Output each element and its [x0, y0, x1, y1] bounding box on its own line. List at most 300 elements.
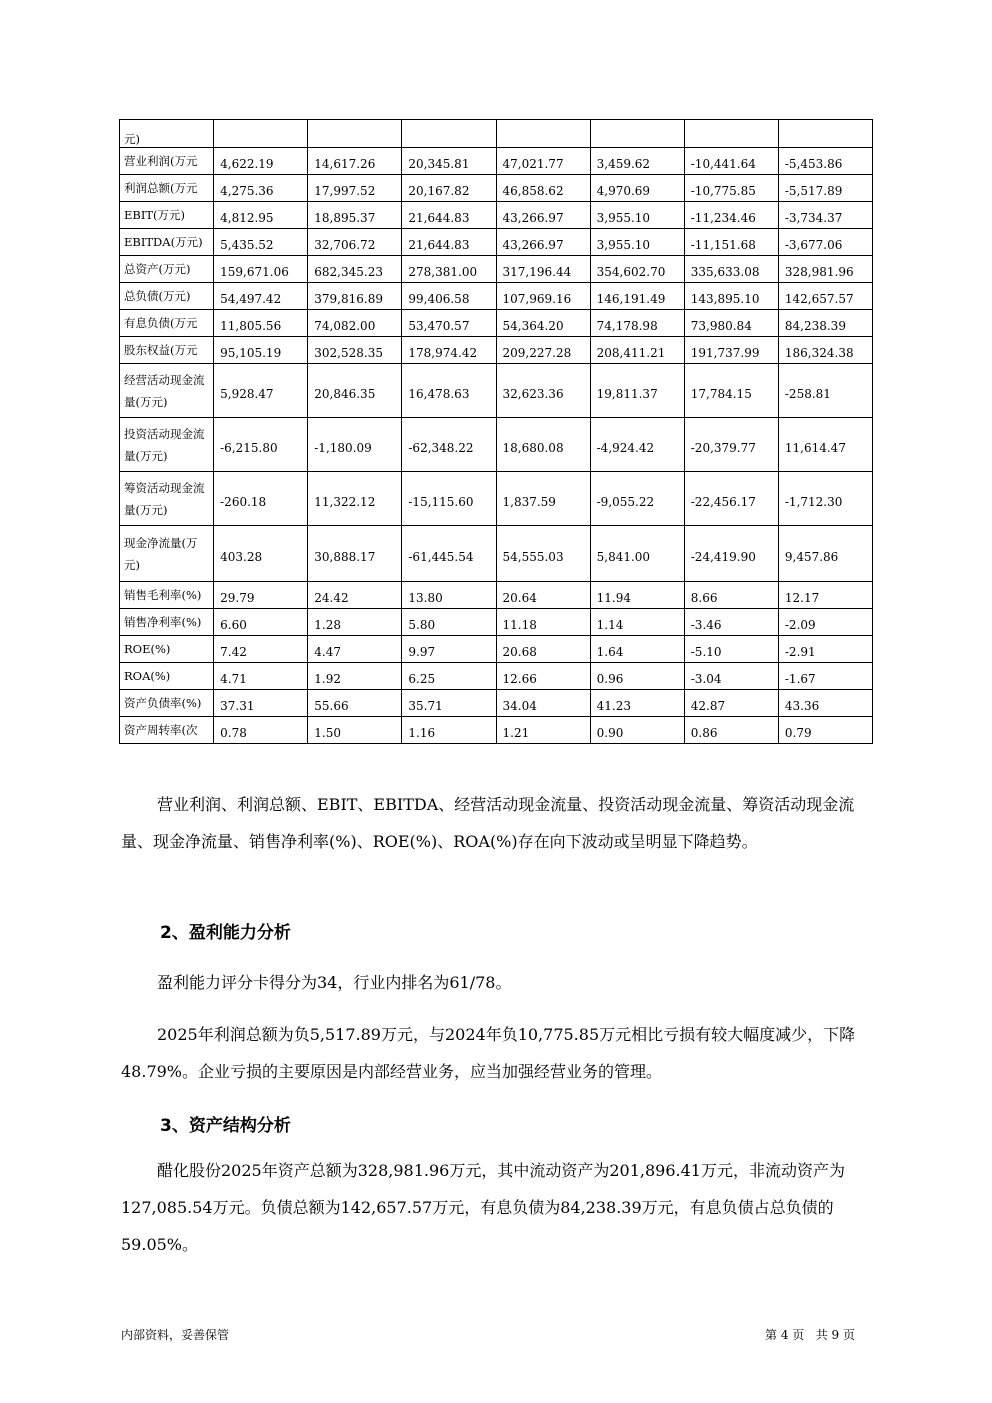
cell-value: 278,381.00 — [408, 265, 478, 279]
row-label: 有息负债(万元 — [120, 310, 214, 337]
table-cell — [590, 310, 684, 337]
table-cell — [308, 690, 402, 717]
cell-value: 11,322.12 — [314, 494, 376, 509]
cell-value: 7.42 — [220, 645, 247, 659]
row-label: EBIT(万元) — [120, 202, 214, 229]
cell-value: 4,622.19 — [220, 157, 274, 171]
table-cell — [402, 337, 496, 364]
table-cell — [402, 283, 496, 310]
cell-value: -9,055.22 — [596, 494, 655, 509]
cell-value: 43,266.97 — [502, 238, 564, 252]
cell-value: 32,706.72 — [314, 238, 376, 252]
table-cell — [496, 310, 590, 337]
table-cell — [496, 717, 590, 744]
row-label: 元) — [120, 120, 214, 148]
table-cell — [308, 418, 402, 472]
table-cell — [590, 202, 684, 229]
cell-value: 37.31 — [220, 699, 255, 713]
cell-value: -3.04 — [690, 672, 722, 686]
table-cell — [778, 526, 872, 582]
table-cell — [214, 256, 308, 283]
table-cell — [778, 256, 872, 283]
table-cell — [778, 310, 872, 337]
footer-page-number: 第 4 页 共 9 页 — [765, 1328, 855, 1342]
table-cell — [402, 636, 496, 663]
table-cell — [590, 364, 684, 418]
cell-value: 1.16 — [408, 726, 436, 740]
table-cell — [684, 472, 778, 526]
cell-value: 317,196.44 — [502, 265, 572, 279]
table-cell — [684, 636, 778, 663]
row-label: ROA(%) — [120, 663, 214, 690]
cell-value: 74,178.98 — [596, 319, 658, 333]
table-cell — [214, 418, 308, 472]
row-label: 销售净利率(%) — [120, 609, 214, 636]
table-cell — [496, 283, 590, 310]
cell-value: -3.46 — [690, 618, 722, 632]
cell-value: 5.80 — [408, 618, 436, 632]
cell-value: 11.18 — [502, 618, 537, 632]
table-cell — [590, 120, 684, 148]
table-cell — [496, 229, 590, 256]
cell-value: 208,411.21 — [596, 346, 666, 360]
cell-value: 20,846.35 — [314, 386, 376, 401]
row-label: 资产周转率(次 — [120, 717, 214, 744]
cell-value: 95,105.19 — [220, 346, 282, 360]
table-cell — [778, 717, 872, 744]
footer-confidential-note: 内部资料，妥善保管 — [121, 1328, 230, 1342]
cell-value: -2.09 — [784, 618, 816, 632]
table-cell — [496, 690, 590, 717]
cell-value: -3,734.37 — [784, 211, 843, 225]
table-cell — [590, 175, 684, 202]
cell-value: 18,895.37 — [314, 211, 376, 225]
table-cell — [402, 148, 496, 175]
table-cell — [402, 256, 496, 283]
table-cell — [214, 283, 308, 310]
table-cell — [590, 663, 684, 690]
table-cell — [214, 175, 308, 202]
table-row — [120, 202, 873, 229]
cell-value: 5,928.47 — [220, 386, 274, 401]
table-row — [120, 472, 873, 526]
cell-value: 3,459.62 — [596, 157, 651, 171]
table-cell — [496, 418, 590, 472]
table-cell — [308, 256, 402, 283]
cell-value: 1.14 — [596, 618, 624, 632]
profit-analysis-paragraph: 2025年利润总额为负5,517.89万元，与2024年负10,775.85万元相比亏损有较大幅度减少，下降48.79%。企业亏损的主要原因是内部经营业务，应当加强经营业务的管理。 — [121, 1025, 856, 1081]
cell-value: 5,435.52 — [220, 238, 274, 252]
table-cell — [590, 717, 684, 744]
table-cell — [778, 229, 872, 256]
cell-value: 4.47 — [314, 645, 341, 659]
table-row — [120, 717, 873, 744]
section-heading-profitability: 2、盈利能力分析 — [160, 923, 291, 943]
table-cell — [590, 229, 684, 256]
table-cell — [496, 120, 590, 148]
cell-value: 8.66 — [690, 591, 718, 605]
table-cell — [684, 120, 778, 148]
table-row — [120, 418, 873, 472]
cell-value: -1,180.09 — [314, 440, 372, 455]
table-cell — [308, 582, 402, 609]
table-cell — [684, 690, 778, 717]
cell-value: -5,517.89 — [784, 184, 843, 198]
cell-value: -22,456.17 — [690, 494, 756, 509]
section-heading-asset-structure: 3、资产结构分析 — [160, 1116, 291, 1136]
table-cell — [308, 120, 402, 148]
cell-value: 9.97 — [408, 645, 436, 659]
table-cell — [684, 148, 778, 175]
table-cell — [778, 472, 872, 526]
cell-value: 1.92 — [314, 672, 341, 686]
cell-value: 142,657.57 — [784, 292, 854, 306]
row-label: 股东权益(万元 — [120, 337, 214, 364]
cell-value: 12.17 — [784, 591, 820, 605]
cell-value: 11,614.47 — [784, 440, 846, 455]
table-cell — [402, 582, 496, 609]
cell-value: 11.94 — [596, 591, 631, 605]
cell-value: 0.90 — [596, 726, 624, 740]
cell-value: 30,888.17 — [314, 549, 376, 564]
cell-value: 403.28 — [220, 549, 263, 564]
cell-value: 32,623.36 — [502, 386, 564, 401]
table-cell — [684, 364, 778, 418]
table-row — [120, 609, 873, 636]
table-row — [120, 120, 873, 148]
cell-value: 17,784.15 — [690, 386, 752, 401]
cell-value: -10,441.64 — [690, 157, 756, 171]
row-label: 营业利润(万元 — [120, 148, 214, 175]
row-label: 经营活动现金流量(万元) — [120, 364, 214, 418]
table-cell — [308, 636, 402, 663]
table-cell — [778, 175, 872, 202]
table-cell — [402, 310, 496, 337]
cell-value: -5,453.86 — [784, 157, 843, 171]
table-cell — [684, 337, 778, 364]
table-cell — [684, 175, 778, 202]
cell-value: -260.18 — [220, 494, 267, 509]
table-cell — [778, 418, 872, 472]
table-cell — [590, 609, 684, 636]
table-row — [120, 582, 873, 609]
cell-value: 3,955.10 — [596, 211, 651, 225]
cell-value: 20.68 — [502, 645, 537, 659]
table-cell — [778, 120, 872, 148]
cell-value: 1.50 — [314, 726, 341, 740]
cell-value: 6.25 — [408, 672, 436, 686]
row-label: 筹资活动现金流量(万元) — [120, 472, 214, 526]
asset-structure-paragraph: 醋化股份2025年资产总额为328,981.96万元，其中流动资产为201,896.41万元，非流动资产为127,085.54万元。负债总额为142,657.57万元，有息负债为84,238.39万元，有息负债占总负债的59.05%。 — [121, 1161, 845, 1254]
table-cell — [684, 256, 778, 283]
table-cell — [496, 148, 590, 175]
table-cell — [308, 202, 402, 229]
table-cell — [214, 472, 308, 526]
table-cell — [496, 256, 590, 283]
cell-value: 335,633.08 — [690, 265, 760, 279]
table-cell — [402, 202, 496, 229]
cell-value: 35.71 — [408, 699, 443, 713]
table-cell — [402, 418, 496, 472]
cell-value: -20,379.77 — [690, 440, 756, 455]
table-cell — [308, 229, 402, 256]
table-cell — [402, 472, 496, 526]
cell-value: 0.96 — [596, 672, 624, 686]
cell-value: 20,167.82 — [408, 184, 470, 198]
table-cell — [308, 148, 402, 175]
cell-value: -11,151.68 — [690, 238, 756, 252]
table-cell — [214, 337, 308, 364]
table-cell — [590, 526, 684, 582]
table-cell — [496, 175, 590, 202]
table-cell — [590, 148, 684, 175]
cell-value: -6,215.80 — [220, 440, 278, 455]
cell-value: 682,345.23 — [314, 265, 383, 279]
table-cell — [590, 283, 684, 310]
profitability-score-paragraph: 盈利能力评分卡得分为34，行业内排名为61/78。 — [157, 973, 512, 992]
row-label: 总资产(万元) — [120, 256, 214, 283]
table-row — [120, 690, 873, 717]
table-row — [120, 283, 873, 310]
cell-value: -61,445.54 — [408, 549, 474, 564]
table-cell — [778, 663, 872, 690]
cell-value: -5.10 — [690, 645, 722, 659]
table-cell — [496, 526, 590, 582]
table-cell — [496, 472, 590, 526]
table-cell — [402, 526, 496, 582]
cell-value: 328,981.96 — [784, 265, 854, 279]
table-row — [120, 337, 873, 364]
table-row — [120, 663, 873, 690]
table-cell — [496, 663, 590, 690]
table-cell — [214, 609, 308, 636]
cell-value: 99,406.58 — [408, 292, 470, 306]
table-cell — [590, 636, 684, 663]
table-cell — [214, 310, 308, 337]
table-cell — [684, 202, 778, 229]
table-cell — [214, 202, 308, 229]
table-cell — [684, 609, 778, 636]
table-cell — [214, 663, 308, 690]
cell-value: 4.71 — [220, 672, 247, 686]
row-label: 利润总额(万元 — [120, 175, 214, 202]
cell-value: -15,115.60 — [408, 494, 474, 509]
table-cell — [496, 636, 590, 663]
table-cell — [684, 229, 778, 256]
cell-value: 354,602.70 — [596, 265, 666, 279]
table-cell — [308, 364, 402, 418]
table-cell — [590, 690, 684, 717]
table-cell — [308, 472, 402, 526]
cell-value: 53,470.57 — [408, 319, 470, 333]
cell-value: 146,191.49 — [596, 292, 666, 306]
cell-value: 3,955.10 — [596, 238, 651, 252]
cell-value: 178,974.42 — [408, 346, 478, 360]
cell-value: 11,805.56 — [220, 319, 282, 333]
table-cell — [590, 256, 684, 283]
table-cell — [496, 337, 590, 364]
cell-value: 4,970.69 — [596, 184, 651, 198]
cell-value: 18,680.08 — [502, 440, 564, 455]
table-cell — [778, 690, 872, 717]
cell-value: 17,997.52 — [314, 184, 376, 198]
row-label: 销售毛利率(%) — [120, 582, 214, 609]
table-cell — [402, 229, 496, 256]
table-cell — [496, 364, 590, 418]
cell-value: 20.64 — [502, 591, 537, 605]
table-cell — [214, 120, 308, 148]
cell-value: 42.87 — [690, 699, 726, 713]
table-row — [120, 148, 873, 175]
cell-value: 1.21 — [502, 726, 530, 740]
table-cell — [684, 283, 778, 310]
cell-value: 379,816.89 — [314, 292, 383, 306]
table-row — [120, 256, 873, 283]
table-cell — [214, 636, 308, 663]
cell-value: 29.79 — [220, 591, 255, 605]
cell-value: 12.66 — [502, 672, 537, 686]
table-cell — [308, 337, 402, 364]
table-cell — [684, 663, 778, 690]
table-cell — [214, 148, 308, 175]
table-cell — [684, 418, 778, 472]
cell-value: 54,555.03 — [502, 549, 564, 564]
cell-value: -1.67 — [784, 672, 816, 686]
cell-value: 21,644.83 — [408, 211, 470, 225]
table-cell — [402, 717, 496, 744]
financial-indicators-table — [119, 119, 873, 744]
table-cell — [778, 148, 872, 175]
table-cell — [684, 526, 778, 582]
cell-value: 54,497.42 — [220, 292, 282, 306]
cell-value: 302,528.35 — [314, 346, 383, 360]
table-cell — [214, 364, 308, 418]
table-cell — [214, 690, 308, 717]
table-cell — [402, 120, 496, 148]
cell-value: 159,671.06 — [220, 265, 289, 279]
cell-value: 1.28 — [314, 618, 341, 632]
table-cell — [402, 364, 496, 418]
cell-value: 43.36 — [784, 699, 820, 713]
cell-value: 47,021.77 — [502, 157, 564, 171]
cell-value: -24,419.90 — [690, 549, 756, 564]
cell-value: 73,980.84 — [690, 319, 752, 333]
table-row — [120, 229, 873, 256]
table-cell — [214, 229, 308, 256]
cell-value: 1.64 — [596, 645, 624, 659]
table-cell — [308, 283, 402, 310]
table-cell — [308, 526, 402, 582]
cell-value: -62,348.22 — [408, 440, 474, 455]
table-row — [120, 175, 873, 202]
table-cell — [308, 609, 402, 636]
cell-value: 4,812.95 — [220, 211, 274, 225]
cell-value: 55.66 — [314, 699, 349, 713]
table-cell — [590, 337, 684, 364]
cell-value: 0.86 — [690, 726, 718, 740]
row-label: 总负债(万元) — [120, 283, 214, 310]
cell-value: 209,227.28 — [502, 346, 572, 360]
cell-value: 1,837.59 — [502, 494, 556, 509]
row-label: EBITDA(万元) — [120, 229, 214, 256]
table-cell — [778, 202, 872, 229]
cell-value: 21,644.83 — [408, 238, 470, 252]
cell-value: 4,275.36 — [220, 184, 274, 198]
table-row — [120, 364, 873, 418]
cell-value: 14,617.26 — [314, 157, 376, 171]
table-cell — [684, 582, 778, 609]
table-cell — [308, 175, 402, 202]
cell-value: 0.79 — [784, 726, 812, 740]
cell-value: -10,775.85 — [690, 184, 756, 198]
trend-summary-paragraph: 营业利润、利润总额、EBIT、EBITDA、经营活动现金流量、投资活动现金流量、筹资活动现金流量、现金净流量、销售净利率(%)、ROE(%)、ROA(%)存在向下波动或呈明显下降趋势。 — [121, 795, 855, 851]
cell-value: -1,712.30 — [784, 494, 843, 509]
cell-value: 0.78 — [220, 726, 247, 740]
table-cell — [590, 472, 684, 526]
row-label: 投资活动现金流量(万元) — [120, 418, 214, 472]
cell-value: 74,082.00 — [314, 319, 376, 333]
row-label: 资产负债率(%) — [120, 690, 214, 717]
table-row — [120, 310, 873, 337]
cell-value: 46,858.62 — [502, 184, 564, 198]
table-cell — [496, 202, 590, 229]
table-cell — [778, 582, 872, 609]
table-cell — [402, 663, 496, 690]
row-label: 现金净流量(万元) — [120, 526, 214, 582]
cell-value: 13.80 — [408, 591, 443, 605]
table-cell — [590, 418, 684, 472]
cell-value: 84,238.39 — [784, 319, 846, 333]
cell-value: 107,969.16 — [502, 292, 572, 306]
table-cell — [778, 636, 872, 663]
cell-value: 34.04 — [502, 699, 537, 713]
table-cell — [214, 526, 308, 582]
cell-value: -2.91 — [784, 645, 816, 659]
cell-value: -4,924.42 — [596, 440, 655, 455]
table-cell — [496, 582, 590, 609]
cell-value: 191,737.99 — [690, 346, 760, 360]
cell-value: 54,364.20 — [502, 319, 564, 333]
table-cell — [402, 690, 496, 717]
cell-value: 24.42 — [314, 591, 349, 605]
cell-value: 43,266.97 — [502, 211, 564, 225]
cell-value: 9,457.86 — [784, 549, 839, 564]
table-cell — [590, 582, 684, 609]
cell-value: 16,478.63 — [408, 386, 470, 401]
cell-value: 5,841.00 — [596, 549, 651, 564]
table-cell — [308, 663, 402, 690]
table-cell — [402, 175, 496, 202]
cell-value: -3,677.06 — [784, 238, 843, 252]
cell-value: 186,324.38 — [784, 346, 854, 360]
table-cell — [778, 283, 872, 310]
row-label: ROE(%) — [120, 636, 214, 663]
cell-value: 41.23 — [596, 699, 631, 713]
table-cell — [778, 337, 872, 364]
cell-value: 143,895.10 — [690, 292, 760, 306]
cell-value: 19,811.37 — [596, 386, 658, 401]
table-cell — [214, 717, 308, 744]
table-cell — [684, 717, 778, 744]
table-row — [120, 526, 873, 582]
table-row — [120, 636, 873, 663]
cell-value: 6.60 — [220, 618, 247, 632]
table-cell — [778, 609, 872, 636]
cell-value: -258.81 — [784, 386, 831, 401]
table-cell — [308, 310, 402, 337]
table-cell — [214, 582, 308, 609]
cell-value: -11,234.46 — [690, 211, 756, 225]
